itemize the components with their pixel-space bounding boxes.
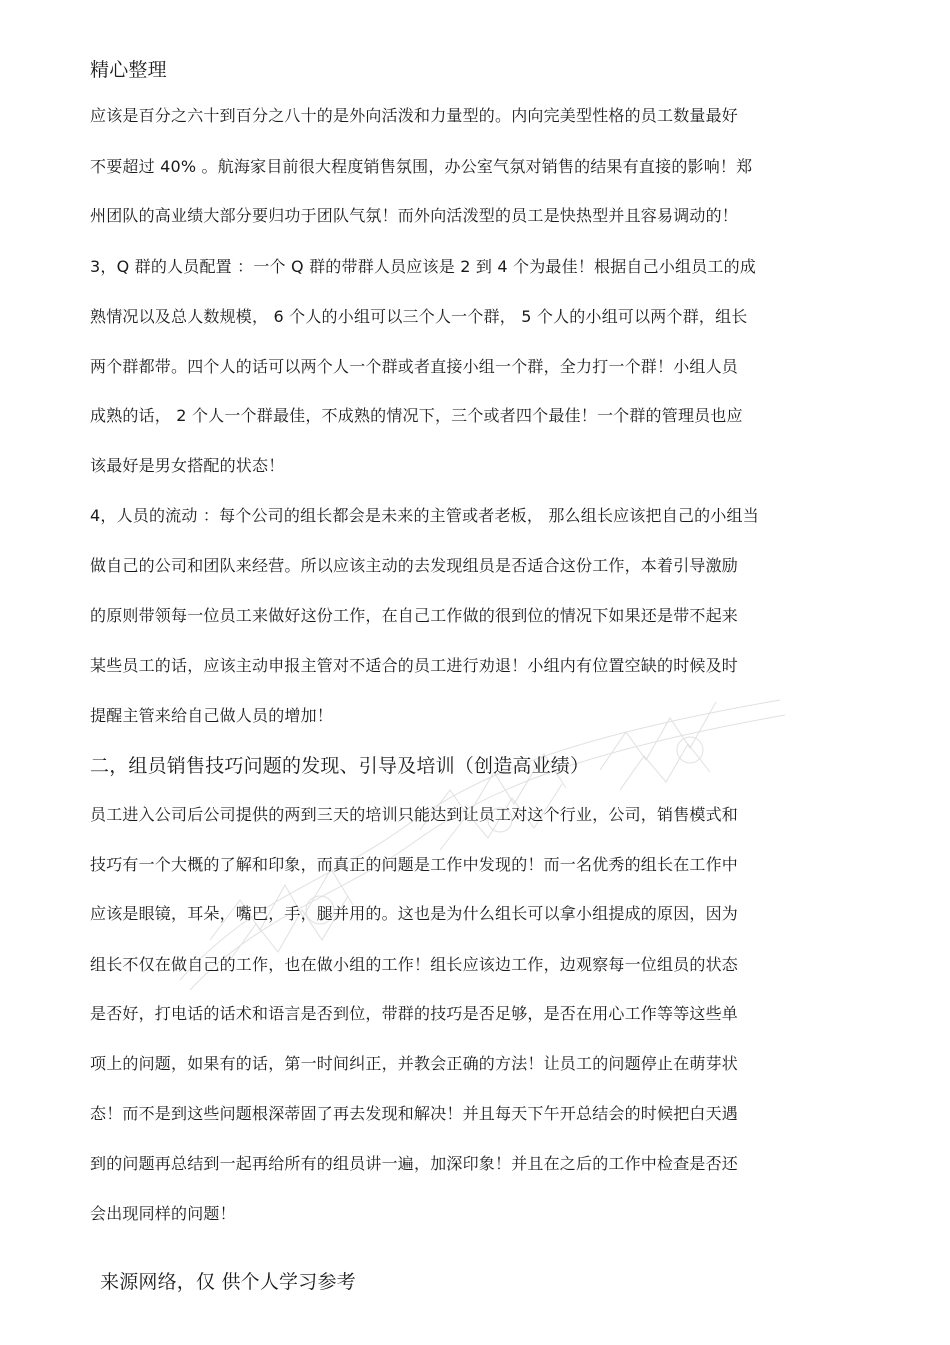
paragraph-line: 到的问题再总结到一起再给所有的组员讲一遍，加深印象！并且在之后的工作中检查是否还 <box>90 1154 739 1173</box>
page-footer: 来源网络，仅 供个人学习参考 <box>100 1271 356 1293</box>
paragraph-line: 会出现同样的问题！ <box>90 1204 236 1223</box>
paragraph-line: 员工进入公司后公司提供的两到三天的培训只能达到让员工对这个行业，公司，销售模式和 <box>90 805 739 824</box>
section-title: 二，组员销售技巧问题的发现、引导及培训（创造高业绩） <box>90 755 590 777</box>
paragraph-line: 应该是百分之六十到百分之八十的是外向活泼和力量型的。内向完美型性格的员工数量最好 <box>90 106 739 125</box>
watermark-pattern <box>170 680 790 1000</box>
paragraph-line: 态！而不是到这些问题根深蒂固了再去发现和解决！并且每天下午开总结会的时候把白天遇 <box>90 1104 739 1123</box>
paragraph-line: 州团队的高业绩大部分要归功于团队气氛！而外向活泼型的员工是快热型并且容易调动的！ <box>90 206 739 225</box>
paragraph-line: 4，人员的流动 ：每个公司的组长都会是未来的主管或者老板， 那么组长应该把自己的小组当 <box>90 506 759 525</box>
paragraph-line: 应该是眼镜，耳朵，嘴巴，手，腿并用的。这也是为什么组长可以拿小组提成的原因，因为 <box>90 904 739 923</box>
paragraph-line: 是否好，打电话的话术和语言是否到位，带群的技巧是否足够，是否在用心工作等等这些单 <box>90 1004 739 1023</box>
paragraph-line: 某些员工的话，应该主动申报主管对不适合的员工进行劝退！小组内有位置空缺的时候及时 <box>90 656 739 675</box>
paragraph-line: 项上的问题，如果有的话，第一时间纠正，并教会正确的方法！让员工的问题停止在萌芽状 <box>90 1054 739 1073</box>
paragraph-line: 的原则带领每一位员工来做好这份工作，在自己工作做的很到位的情况下如果还是带不起来 <box>90 606 739 625</box>
paragraph-line: 做自己的公司和团队来经营。所以应该主动的去发现组员是否适合这份工作，本着引导激励 <box>90 556 739 575</box>
paragraph-line: 两个群都带。四个人的话可以两个人一个群或者直接小组一个群，全力打一个群！小组人员 <box>90 357 739 376</box>
paragraph-line: 技巧有一个大概的了解和印象，而真正的问题是工作中发现的！而一名优秀的组长在工作中 <box>90 855 739 874</box>
paragraph-line: 该最好是男女搭配的状态！ <box>90 456 285 475</box>
paragraph-line: 组长不仅在做自己的工作，也在做小组的工作！组长应该边工作，边观察每一位组员的状态 <box>90 955 739 974</box>
paragraph-line: 熟情况以及总人数规模， 6 个人的小组可以三个人一个群， 5 个人的小组可以两个群，组长 <box>90 307 748 326</box>
paragraph-line: 成熟的话， 2 个人一个群最佳，不成熟的情况下，三个或者四个最佳！一个群的管理员也应 <box>90 406 743 425</box>
paragraph-line: 3，Q 群的人员配置 ：一个 Q 群的带群人员应该是 2 到 4 个为最佳！根据自己小组员工的成 <box>90 257 757 276</box>
paragraph-line: 不要超过 40% 。航海家目前很大程度销售氛围，办公室气氛对销售的结果有直接的影响！郑 <box>90 157 753 176</box>
page-header: 精心整理 <box>90 59 167 81</box>
paragraph-line: 提醒主管来给自己做人员的增加！ <box>90 706 334 725</box>
